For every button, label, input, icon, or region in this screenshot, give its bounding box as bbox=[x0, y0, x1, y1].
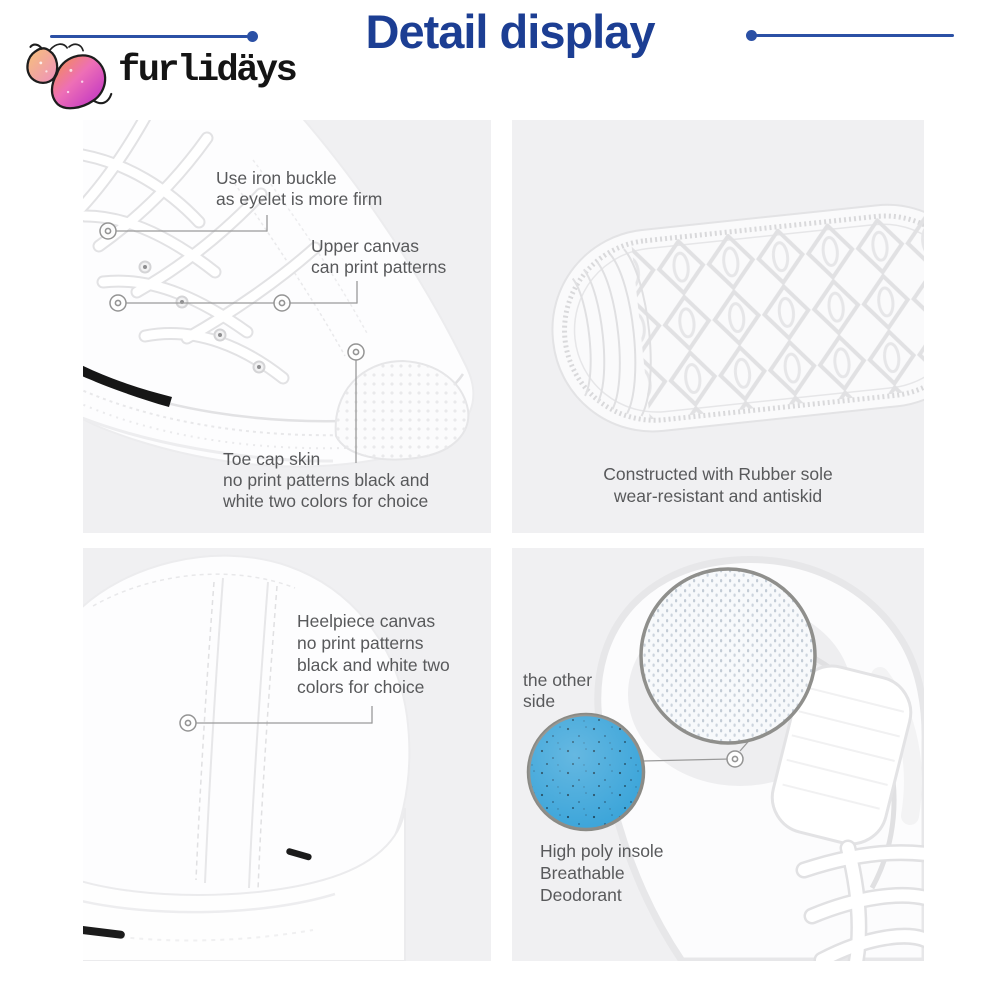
panel-heel-view bbox=[83, 548, 491, 961]
page-title: Detail display bbox=[365, 5, 655, 58]
annotation-eyelet: Use iron buckle as eyelet is more firm bbox=[216, 168, 383, 209]
caption-rubber-sole: Constructed with Rubber sole wear-resistant and antiskid bbox=[603, 464, 833, 506]
insole-fabric-zoom-circle bbox=[641, 569, 815, 743]
panel-sole-view bbox=[512, 120, 924, 533]
target-marker-icon bbox=[180, 715, 196, 731]
caption-high-poly-insole: High poly insole Breathable Deodorant bbox=[540, 841, 664, 905]
annotation-upper-canvas: Upper canvas can print patterns bbox=[311, 236, 447, 277]
panel-insole-view bbox=[512, 548, 924, 961]
title-decor-line-right bbox=[746, 30, 954, 42]
panel-side-view bbox=[83, 120, 491, 533]
title-decor-line-left bbox=[50, 31, 258, 43]
label-other-side: the other side bbox=[523, 670, 593, 711]
target-marker-icon bbox=[727, 751, 743, 767]
annotation-toe-cap: Toe cap skin no print patterns black and white two colors for choice bbox=[223, 449, 430, 511]
brand-logo bbox=[20, 36, 300, 116]
dog-cat-logo-icon bbox=[22, 40, 116, 114]
decor-dot bbox=[247, 31, 258, 42]
brand-name: furlidäys bbox=[118, 50, 296, 92]
annotation-heelpiece: Heelpiece canvas no print patterns black and white two colors for choice bbox=[297, 611, 450, 697]
